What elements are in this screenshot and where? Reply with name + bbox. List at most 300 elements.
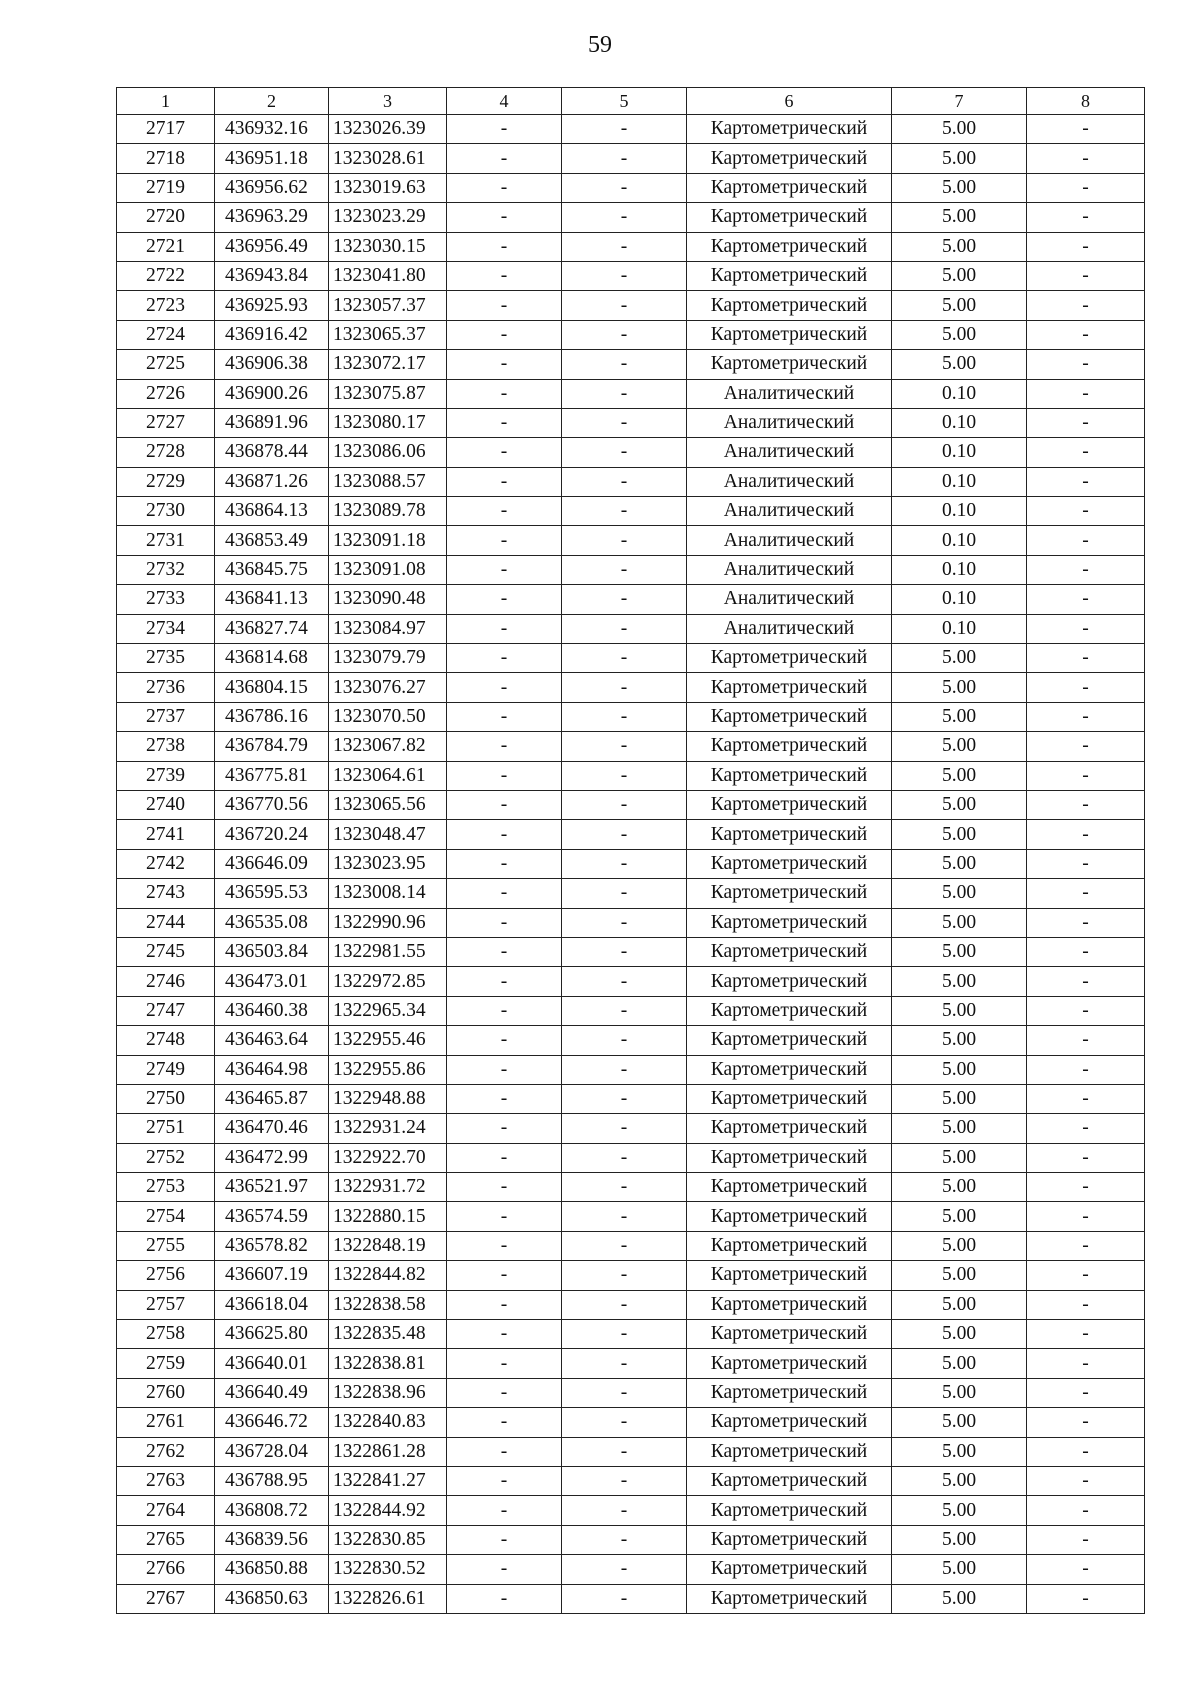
table-row <box>117 232 1145 261</box>
accuracy-cell: 5.00 <box>892 879 1027 908</box>
col-5-cell: - <box>562 1055 687 1084</box>
col-4-cell: - <box>447 1231 562 1260</box>
table-row <box>117 673 1145 702</box>
coord-y-cell: 1323028.61 <box>329 144 447 173</box>
method-cell: Картометрический <box>687 232 892 261</box>
col-8-cell: - <box>1027 497 1145 526</box>
point-number-cell: 2720 <box>117 203 215 232</box>
col-8-cell: - <box>1027 350 1145 379</box>
col-8-cell: - <box>1027 849 1145 878</box>
table-row <box>117 1173 1145 1202</box>
coord-x-cell: 436640.01 <box>215 1349 329 1378</box>
coord-y-cell: 1322830.85 <box>329 1525 447 1554</box>
method-cell: Аналитический <box>687 614 892 643</box>
table-row <box>117 379 1145 408</box>
accuracy-cell: 5.00 <box>892 1231 1027 1260</box>
coord-y-cell: 1323065.56 <box>329 790 447 819</box>
accuracy-cell: 5.00 <box>892 232 1027 261</box>
coord-x-cell: 436470.46 <box>215 1114 329 1143</box>
col-5-cell: - <box>562 438 687 467</box>
coord-y-cell: 1322835.48 <box>329 1320 447 1349</box>
point-number-cell: 2729 <box>117 467 215 496</box>
coord-y-cell: 1323086.06 <box>329 438 447 467</box>
coord-y-cell: 1322844.92 <box>329 1496 447 1525</box>
col-5-cell: - <box>562 203 687 232</box>
col-8-cell: - <box>1027 1290 1145 1319</box>
coord-x-cell: 436788.95 <box>215 1466 329 1495</box>
coord-x-cell: 436728.04 <box>215 1437 329 1466</box>
accuracy-cell: 5.00 <box>892 203 1027 232</box>
table-row <box>117 1408 1145 1437</box>
point-number-cell: 2757 <box>117 1290 215 1319</box>
point-number-cell: 2763 <box>117 1466 215 1495</box>
col-4-cell: - <box>447 1584 562 1613</box>
col-4-cell: - <box>447 820 562 849</box>
coord-x-cell: 436535.08 <box>215 908 329 937</box>
method-cell: Картометрический <box>687 1143 892 1172</box>
method-cell: Картометрический <box>687 790 892 819</box>
header-row <box>117 88 1145 115</box>
col-8-cell: - <box>1027 320 1145 349</box>
column-header: 5 <box>562 88 687 115</box>
accuracy-cell: 5.00 <box>892 1290 1027 1319</box>
coord-x-cell: 436463.64 <box>215 1026 329 1055</box>
col-5-cell: - <box>562 908 687 937</box>
method-cell: Аналитический <box>687 379 892 408</box>
coord-x-cell: 436841.13 <box>215 585 329 614</box>
col-5-cell: - <box>562 1114 687 1143</box>
accuracy-cell: 0.10 <box>892 526 1027 555</box>
accuracy-cell: 5.00 <box>892 996 1027 1025</box>
coord-y-cell: 1322838.58 <box>329 1290 447 1319</box>
point-number-cell: 2737 <box>117 702 215 731</box>
col-8-cell: - <box>1027 1555 1145 1584</box>
col-8-cell: - <box>1027 1026 1145 1055</box>
method-cell: Картометрический <box>687 291 892 320</box>
table-row <box>117 849 1145 878</box>
method-cell: Картометрический <box>687 1055 892 1084</box>
col-4-cell: - <box>447 614 562 643</box>
col-5-cell: - <box>562 1525 687 1554</box>
table-row <box>117 555 1145 584</box>
coord-y-cell: 1323070.50 <box>329 702 447 731</box>
point-number-cell: 2759 <box>117 1349 215 1378</box>
col-4-cell: - <box>447 1437 562 1466</box>
table-row <box>117 320 1145 349</box>
point-number-cell: 2725 <box>117 350 215 379</box>
col-8-cell: - <box>1027 144 1145 173</box>
coord-y-cell: 1322972.85 <box>329 967 447 996</box>
coord-x-cell: 436460.38 <box>215 996 329 1025</box>
col-4-cell: - <box>447 350 562 379</box>
table-row <box>117 1231 1145 1260</box>
table-row <box>117 261 1145 290</box>
point-number-cell: 2732 <box>117 555 215 584</box>
method-cell: Аналитический <box>687 497 892 526</box>
point-number-cell: 2754 <box>117 1202 215 1231</box>
col-8-cell: - <box>1027 526 1145 555</box>
accuracy-cell: 5.00 <box>892 144 1027 173</box>
coord-y-cell: 1323030.15 <box>329 232 447 261</box>
coord-y-cell: 1323067.82 <box>329 732 447 761</box>
coord-y-cell: 1323076.27 <box>329 673 447 702</box>
coord-x-cell: 436472.99 <box>215 1143 329 1172</box>
coord-y-cell: 1322848.19 <box>329 1231 447 1260</box>
method-cell: Картометрический <box>687 849 892 878</box>
col-4-cell: - <box>447 408 562 437</box>
col-5-cell: - <box>562 702 687 731</box>
accuracy-cell: 5.00 <box>892 261 1027 290</box>
accuracy-cell: 5.00 <box>892 1114 1027 1143</box>
col-5-cell: - <box>562 1231 687 1260</box>
table-row <box>117 467 1145 496</box>
accuracy-cell: 0.10 <box>892 585 1027 614</box>
coord-y-cell: 1323079.79 <box>329 644 447 673</box>
coord-x-cell: 436574.59 <box>215 1202 329 1231</box>
coord-x-cell: 436720.24 <box>215 820 329 849</box>
table-row <box>117 350 1145 379</box>
col-5-cell: - <box>562 173 687 202</box>
col-4-cell: - <box>447 908 562 937</box>
table-row <box>117 438 1145 467</box>
accuracy-cell: 5.00 <box>892 1496 1027 1525</box>
col-5-cell: - <box>562 1026 687 1055</box>
coord-x-cell: 436845.75 <box>215 555 329 584</box>
col-8-cell: - <box>1027 1231 1145 1260</box>
accuracy-cell: 5.00 <box>892 1584 1027 1613</box>
accuracy-cell: 5.00 <box>892 761 1027 790</box>
table-row <box>117 644 1145 673</box>
column-header: 2 <box>215 88 329 115</box>
point-number-cell: 2762 <box>117 1437 215 1466</box>
coord-x-cell: 436864.13 <box>215 497 329 526</box>
accuracy-cell: 5.00 <box>892 1378 1027 1407</box>
col-4-cell: - <box>447 1466 562 1495</box>
col-8-cell: - <box>1027 1143 1145 1172</box>
table-body <box>117 115 1145 1614</box>
coord-y-cell: 1322844.82 <box>329 1261 447 1290</box>
method-cell: Картометрический <box>687 702 892 731</box>
accuracy-cell: 5.00 <box>892 702 1027 731</box>
accuracy-cell: 5.00 <box>892 1026 1027 1055</box>
col-4-cell: - <box>447 1173 562 1202</box>
coord-y-cell: 1322830.52 <box>329 1555 447 1584</box>
col-5-cell: - <box>562 291 687 320</box>
col-4-cell: - <box>447 585 562 614</box>
method-cell: Картометрический <box>687 1290 892 1319</box>
col-4-cell: - <box>447 232 562 261</box>
table-row <box>117 1466 1145 1495</box>
coord-x-cell: 436906.38 <box>215 350 329 379</box>
accuracy-cell: 5.00 <box>892 644 1027 673</box>
coord-y-cell: 1323080.17 <box>329 408 447 437</box>
col-4-cell: - <box>447 497 562 526</box>
col-8-cell: - <box>1027 614 1145 643</box>
col-8-cell: - <box>1027 820 1145 849</box>
col-4-cell: - <box>447 702 562 731</box>
col-4-cell: - <box>447 1496 562 1525</box>
col-5-cell: - <box>562 115 687 144</box>
coord-y-cell: 1323072.17 <box>329 350 447 379</box>
table-row <box>117 408 1145 437</box>
coord-y-cell: 1322981.55 <box>329 937 447 966</box>
col-8-cell: - <box>1027 1496 1145 1525</box>
accuracy-cell: 0.10 <box>892 408 1027 437</box>
col-8-cell: - <box>1027 115 1145 144</box>
method-cell: Аналитический <box>687 467 892 496</box>
col-8-cell: - <box>1027 408 1145 437</box>
accuracy-cell: 5.00 <box>892 820 1027 849</box>
coord-y-cell: 1323057.37 <box>329 291 447 320</box>
col-4-cell: - <box>447 1143 562 1172</box>
col-8-cell: - <box>1027 644 1145 673</box>
coord-y-cell: 1322955.46 <box>329 1026 447 1055</box>
method-cell: Картометрический <box>687 1584 892 1613</box>
point-number-cell: 2745 <box>117 937 215 966</box>
col-8-cell: - <box>1027 1437 1145 1466</box>
table-row <box>117 1320 1145 1349</box>
col-5-cell: - <box>562 1349 687 1378</box>
col-8-cell: - <box>1027 173 1145 202</box>
point-number-cell: 2744 <box>117 908 215 937</box>
col-5-cell: - <box>562 614 687 643</box>
coordinates-table <box>116 87 1145 1614</box>
coord-y-cell: 1323019.63 <box>329 173 447 202</box>
method-cell: Аналитический <box>687 555 892 584</box>
col-8-cell: - <box>1027 761 1145 790</box>
coord-x-cell: 436916.42 <box>215 320 329 349</box>
point-number-cell: 2733 <box>117 585 215 614</box>
accuracy-cell: 0.10 <box>892 467 1027 496</box>
coord-x-cell: 436932.16 <box>215 115 329 144</box>
table-row <box>117 144 1145 173</box>
method-cell: Аналитический <box>687 438 892 467</box>
coord-x-cell: 436827.74 <box>215 614 329 643</box>
table-row <box>117 1261 1145 1290</box>
point-number-cell: 2731 <box>117 526 215 555</box>
point-number-cell: 2756 <box>117 1261 215 1290</box>
table-row <box>117 967 1145 996</box>
coord-y-cell: 1323064.61 <box>329 761 447 790</box>
point-number-cell: 2749 <box>117 1055 215 1084</box>
method-cell: Картометрический <box>687 350 892 379</box>
table-row <box>117 497 1145 526</box>
col-8-cell: - <box>1027 1261 1145 1290</box>
table-row <box>117 526 1145 555</box>
coord-x-cell: 436625.80 <box>215 1320 329 1349</box>
col-4-cell: - <box>447 115 562 144</box>
accuracy-cell: 5.00 <box>892 1437 1027 1466</box>
point-number-cell: 2728 <box>117 438 215 467</box>
col-5-cell: - <box>562 967 687 996</box>
coord-y-cell: 1322955.86 <box>329 1055 447 1084</box>
col-5-cell: - <box>562 1408 687 1437</box>
method-cell: Картометрический <box>687 1525 892 1554</box>
col-8-cell: - <box>1027 702 1145 731</box>
point-number-cell: 2723 <box>117 291 215 320</box>
col-8-cell: - <box>1027 1525 1145 1554</box>
method-cell: Аналитический <box>687 526 892 555</box>
method-cell: Картометрический <box>687 908 892 937</box>
table-row <box>117 1437 1145 1466</box>
coord-y-cell: 1322880.15 <box>329 1202 447 1231</box>
coord-y-cell: 1323023.95 <box>329 849 447 878</box>
method-cell: Картометрический <box>687 203 892 232</box>
accuracy-cell: 0.10 <box>892 497 1027 526</box>
column-header: 1 <box>117 88 215 115</box>
col-8-cell: - <box>1027 1055 1145 1084</box>
method-cell: Картометрический <box>687 644 892 673</box>
accuracy-cell: 0.10 <box>892 555 1027 584</box>
method-cell: Картометрический <box>687 937 892 966</box>
col-5-cell: - <box>562 1555 687 1584</box>
col-8-cell: - <box>1027 967 1145 996</box>
point-number-cell: 2738 <box>117 732 215 761</box>
point-number-cell: 2765 <box>117 1525 215 1554</box>
table-row <box>117 614 1145 643</box>
coord-x-cell: 436775.81 <box>215 761 329 790</box>
coord-x-cell: 436804.15 <box>215 673 329 702</box>
accuracy-cell: 5.00 <box>892 1320 1027 1349</box>
method-cell: Картометрический <box>687 1349 892 1378</box>
column-header: 6 <box>687 88 892 115</box>
table-row <box>117 1290 1145 1319</box>
col-5-cell: - <box>562 1496 687 1525</box>
col-8-cell: - <box>1027 203 1145 232</box>
accuracy-cell: 5.00 <box>892 291 1027 320</box>
accuracy-cell: 5.00 <box>892 115 1027 144</box>
coord-y-cell: 1322965.34 <box>329 996 447 1025</box>
col-8-cell: - <box>1027 1584 1145 1613</box>
coord-x-cell: 436891.96 <box>215 408 329 437</box>
col-4-cell: - <box>447 644 562 673</box>
col-5-cell: - <box>562 350 687 379</box>
accuracy-cell: 5.00 <box>892 967 1027 996</box>
coord-x-cell: 436521.97 <box>215 1173 329 1202</box>
coord-x-cell: 436871.26 <box>215 467 329 496</box>
accuracy-cell: 0.10 <box>892 379 1027 408</box>
col-8-cell: - <box>1027 232 1145 261</box>
col-5-cell: - <box>562 1290 687 1319</box>
col-4-cell: - <box>447 1261 562 1290</box>
col-8-cell: - <box>1027 996 1145 1025</box>
coord-x-cell: 436464.98 <box>215 1055 329 1084</box>
col-8-cell: - <box>1027 1378 1145 1407</box>
col-4-cell: - <box>447 790 562 819</box>
table-row <box>117 1143 1145 1172</box>
col-4-cell: - <box>447 1202 562 1231</box>
point-number-cell: 2726 <box>117 379 215 408</box>
coord-x-cell: 436473.01 <box>215 967 329 996</box>
table-row <box>117 1525 1145 1554</box>
table-row <box>117 1496 1145 1525</box>
point-number-cell: 2748 <box>117 1026 215 1055</box>
method-cell: Картометрический <box>687 673 892 702</box>
method-cell: Картометрический <box>687 1114 892 1143</box>
method-cell: Картометрический <box>687 820 892 849</box>
coord-x-cell: 436646.72 <box>215 1408 329 1437</box>
point-number-cell: 2750 <box>117 1084 215 1113</box>
method-cell: Картометрический <box>687 1231 892 1260</box>
accuracy-cell: 5.00 <box>892 1202 1027 1231</box>
accuracy-cell: 5.00 <box>892 790 1027 819</box>
coord-y-cell: 1323088.57 <box>329 467 447 496</box>
table-row <box>117 203 1145 232</box>
col-5-cell: - <box>562 879 687 908</box>
col-4-cell: - <box>447 761 562 790</box>
col-5-cell: - <box>562 467 687 496</box>
method-cell: Картометрический <box>687 1466 892 1495</box>
table-row <box>117 996 1145 1025</box>
coord-x-cell: 436784.79 <box>215 732 329 761</box>
table-row <box>117 820 1145 849</box>
col-5-cell: - <box>562 1202 687 1231</box>
method-cell: Картометрический <box>687 761 892 790</box>
col-4-cell: - <box>447 1290 562 1319</box>
page-number: 59 <box>588 32 612 58</box>
accuracy-cell: 5.00 <box>892 1408 1027 1437</box>
coord-y-cell: 1323065.37 <box>329 320 447 349</box>
method-cell: Аналитический <box>687 408 892 437</box>
coord-y-cell: 1323090.48 <box>329 585 447 614</box>
method-cell: Картометрический <box>687 1320 892 1349</box>
col-4-cell: - <box>447 438 562 467</box>
col-8-cell: - <box>1027 1114 1145 1143</box>
accuracy-cell: 5.00 <box>892 1261 1027 1290</box>
method-cell: Картометрический <box>687 1408 892 1437</box>
point-number-cell: 2736 <box>117 673 215 702</box>
method-cell: Картометрический <box>687 1202 892 1231</box>
col-5-cell: - <box>562 1261 687 1290</box>
table-row <box>117 1378 1145 1407</box>
table-row <box>117 761 1145 790</box>
coord-y-cell: 1322841.27 <box>329 1466 447 1495</box>
coord-y-cell: 1323023.29 <box>329 203 447 232</box>
table-row <box>117 1084 1145 1113</box>
point-number-cell: 2741 <box>117 820 215 849</box>
col-8-cell: - <box>1027 555 1145 584</box>
col-4-cell: - <box>447 1349 562 1378</box>
accuracy-cell: 5.00 <box>892 173 1027 202</box>
method-cell: Картометрический <box>687 732 892 761</box>
coord-x-cell: 436951.18 <box>215 144 329 173</box>
method-cell: Картометрический <box>687 320 892 349</box>
coord-y-cell: 1322838.96 <box>329 1378 447 1407</box>
accuracy-cell: 5.00 <box>892 1525 1027 1554</box>
accuracy-cell: 5.00 <box>892 673 1027 702</box>
accuracy-cell: 5.00 <box>892 1349 1027 1378</box>
accuracy-cell: 5.00 <box>892 732 1027 761</box>
col-8-cell: - <box>1027 879 1145 908</box>
coord-x-cell: 436814.68 <box>215 644 329 673</box>
method-cell: Аналитический <box>687 585 892 614</box>
col-5-cell: - <box>562 1584 687 1613</box>
table-row <box>117 115 1145 144</box>
col-8-cell: - <box>1027 732 1145 761</box>
point-number-cell: 2747 <box>117 996 215 1025</box>
table-row <box>117 908 1145 937</box>
column-header: 3 <box>329 88 447 115</box>
coord-x-cell: 436578.82 <box>215 1231 329 1260</box>
col-4-cell: - <box>447 1026 562 1055</box>
col-4-cell: - <box>447 291 562 320</box>
table-row <box>117 1555 1145 1584</box>
col-8-cell: - <box>1027 585 1145 614</box>
col-5-cell: - <box>562 408 687 437</box>
coord-x-cell: 436850.63 <box>215 1584 329 1613</box>
point-number-cell: 2735 <box>117 644 215 673</box>
accuracy-cell: 0.10 <box>892 614 1027 643</box>
